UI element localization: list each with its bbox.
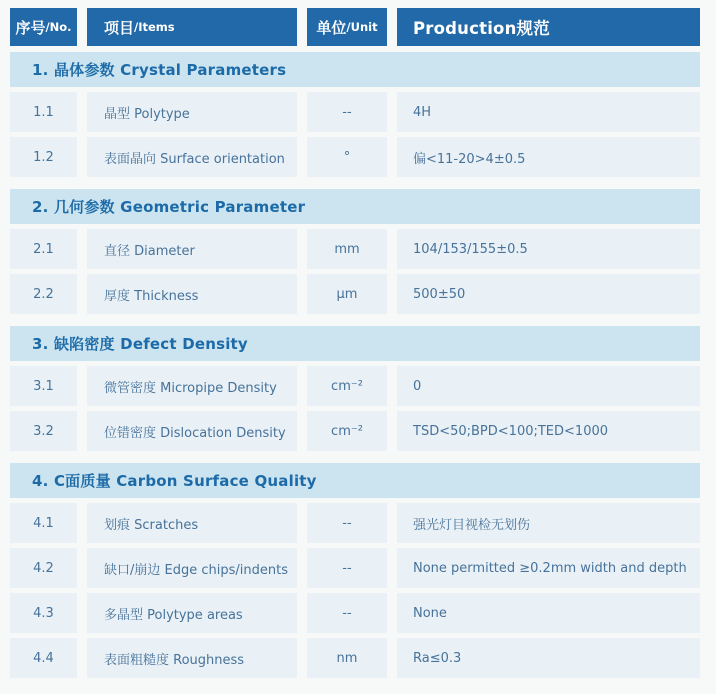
unit-cell: cm⁻²	[307, 366, 387, 406]
unit-cell: --	[307, 548, 387, 588]
header-no-label-en: /No.	[45, 20, 72, 34]
no-cell: 3.2	[10, 411, 77, 451]
spec-cell: None	[397, 593, 700, 633]
header-unit-cell	[307, 8, 387, 46]
spec-cell: Ra≤0.3	[397, 638, 700, 678]
no-cell: 3.1	[10, 366, 77, 406]
unit-cell: °	[307, 137, 387, 177]
header-unit-label-en: /Unit	[346, 20, 378, 34]
header-items-label-cn: 项目	[104, 18, 135, 37]
table-row	[10, 503, 700, 543]
table-row	[10, 593, 700, 633]
item-cell: 多晶型 Polytype areas	[87, 593, 297, 633]
table-row	[10, 229, 700, 269]
item-cell: 表面晶向 Surface orientation	[87, 137, 297, 177]
section-title: 1. 晶体参数 Crystal Parameters	[32, 61, 287, 79]
section-header-defect-density	[10, 326, 700, 361]
spec-cell: 500±50	[397, 274, 700, 314]
item-cell: 直径 Diameter	[87, 229, 297, 269]
unit-cell: mm	[307, 229, 387, 269]
unit-cell: cm⁻²	[307, 411, 387, 451]
unit-cell: --	[307, 92, 387, 132]
table-header-row	[10, 8, 700, 46]
spec-cell: None permitted ≥0.2mm width and depth	[397, 548, 700, 588]
no-cell: 4.4	[10, 638, 77, 678]
section-title: 4. C面质量 Carbon Surface Quality	[32, 472, 317, 490]
no-cell: 1.1	[10, 92, 77, 132]
no-cell: 4.1	[10, 503, 77, 543]
spec-cell: 强光灯目视检无划伤	[397, 503, 700, 543]
section-header-crystal-parameters	[10, 52, 700, 87]
spec-cell: 偏<11-20>4±0.5	[397, 137, 700, 177]
item-cell: 表面粗糙度 Roughness	[87, 638, 297, 678]
no-cell: 4.3	[10, 593, 77, 633]
table-row	[10, 548, 700, 588]
section-header-geometric-parameter	[10, 189, 700, 224]
spec-cell: 4H	[397, 92, 700, 132]
item-cell: 厚度 Thickness	[87, 274, 297, 314]
section-header-carbon-surface-quality	[10, 463, 700, 498]
item-cell: 晶型 Polytype	[87, 92, 297, 132]
item-cell: 划痕 Scratches	[87, 503, 297, 543]
item-cell: 缺口/崩边 Edge chips/indents	[87, 548, 297, 588]
table-row	[10, 411, 700, 451]
table-row	[10, 137, 700, 177]
item-cell: 位错密度 Dislocation Density	[87, 411, 297, 451]
header-no-label-cn: 序号	[15, 18, 46, 37]
header-unit-label-cn: 单位	[316, 18, 347, 37]
spec-cell: 0	[397, 366, 700, 406]
spec-cell: 104/153/155±0.5	[397, 229, 700, 269]
item-cell: 微管密度 Micropipe Density	[87, 366, 297, 406]
unit-cell: nm	[307, 638, 387, 678]
table-row	[10, 638, 700, 678]
header-production-label: Production规范	[413, 19, 550, 38]
no-cell: 2.2	[10, 274, 77, 314]
section-title: 3. 缺陷密度 Defect Density	[32, 335, 248, 353]
header-items-label-en: /Items	[134, 20, 175, 34]
header-no-cell	[10, 8, 77, 46]
table-row	[10, 366, 700, 406]
section-title: 2. 几何参数 Geometric Parameter	[32, 198, 306, 216]
unit-cell: --	[307, 593, 387, 633]
spec-cell: TSD<50;BPD<100;TED<1000	[397, 411, 700, 451]
header-items-cell	[87, 8, 297, 46]
no-cell: 2.1	[10, 229, 77, 269]
no-cell: 1.2	[10, 137, 77, 177]
table-row	[10, 92, 700, 132]
table-row	[10, 274, 700, 314]
no-cell: 4.2	[10, 548, 77, 588]
header-production-cell	[397, 8, 700, 46]
unit-cell: --	[307, 503, 387, 543]
unit-cell: μm	[307, 274, 387, 314]
